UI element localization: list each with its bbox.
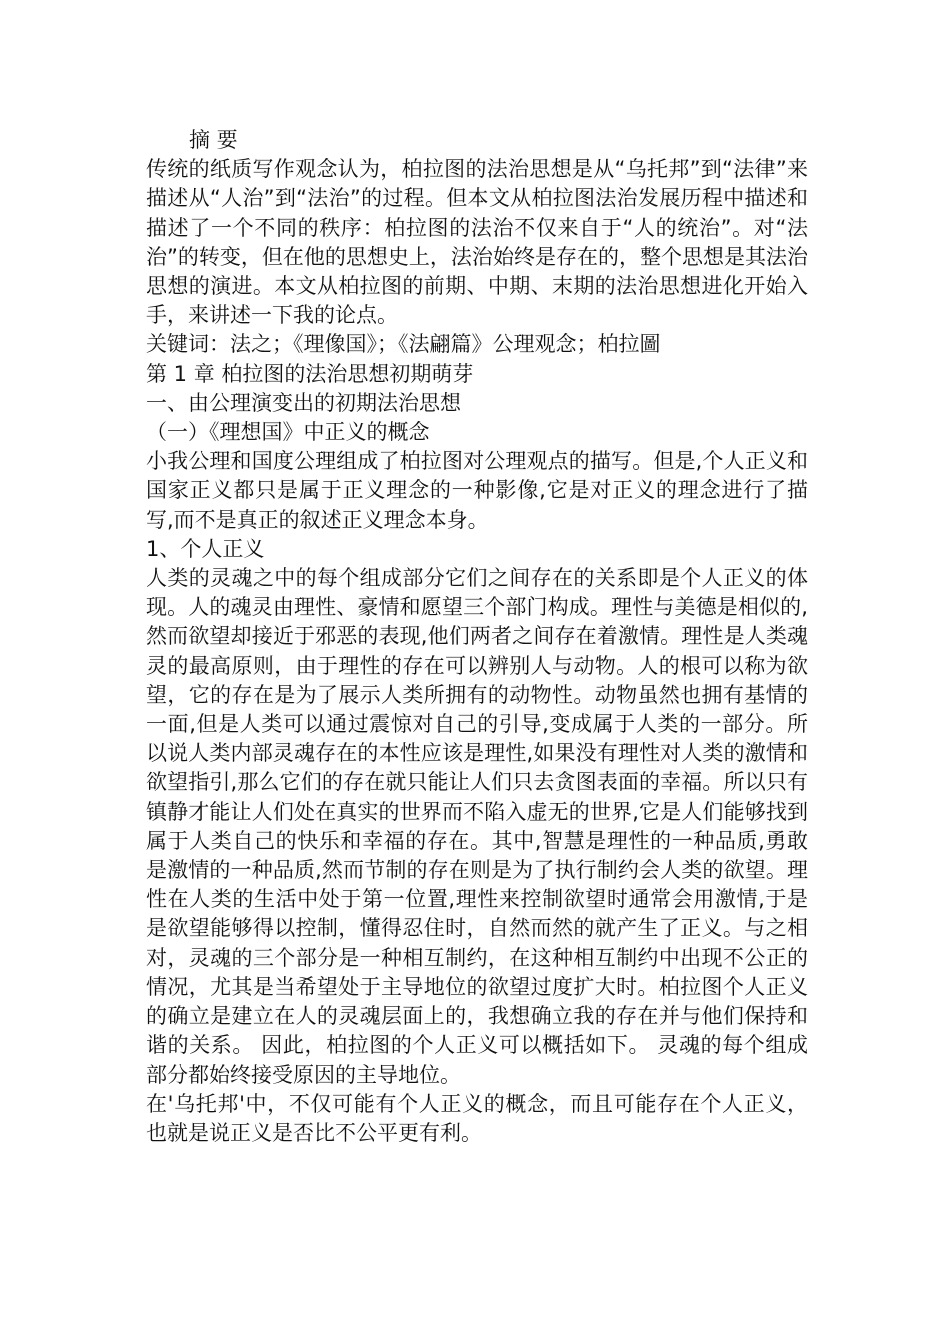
abstract-paragraph: 传统的纸质写作观念认为，柏拉图的法治思想是从“乌托邦”到“法律”来描述从“人治”到“法治”的过程。但本文从柏拉图法治发展历程中描述和描述了一个不同的秩序：柏拉图的法治不仅来自于“人的统治”。对“法治”的转变，但在他的思想史上，法治始终是存在的，整个思想是其法治思想的演进。本文从柏拉图的前期、中期、末期的法治思想进化开始入手，来讲述一下我的论点。: [146, 157, 808, 328]
abstract-title: 摘 要: [189, 128, 238, 152]
body-paragraph-2: 人类的灵魂之中的每个组成部分它们之间存在的关系即是个人正义的体现。人的魂灵由理性、豪情和愿望三个部门构成。理性与美德是相似的,然而欲望却接近于邪恶的表现,他们两者之间存在着激情。理性是人类魂灵的最高原则，由于理性的存在可以辨别人与动物。人的根可以称为欲望，它的存在是为了展示人类所拥有的动物性。动物虽然也拥有基情的一面,但是人类可以通过震惊对自己的引导,变成属于人类的一部分。所以说人类内部灵魂存在的本性应该是理性,如果没有理性对人类的激情和欲望指引,那么它们的存在就只能让人们只去贪图表面的幸福。所以只有镇静才能让人们处在真实的世界而不陷入虚无的世界,它是人们能够找到属于人类自己的快乐和幸福的存在。其中,智慧是理性的一种品质,勇敢是激情的一种品质,然而节制的存在则是为了执行制约会人类的欲望。理性在人类的生活中处于第一位置,理性来控制欲望时通常会用激情,于是是欲望能够得以控制，懂得忍住时，自然而然的就产生了正义。与之相对，灵魂的三个部分是一种相互制约，在这种相互制约中出现不公正的情况，尤其是当希望处于主导地位的欲望过度扩大时。柏拉图个人正义的确立是建立在人的灵魂层面上的，我想确立我的存在并与他们保持和谐的关系。 因此，柏拉图的个人正义可以概括如下。 灵魂的每个组成部分都始终接受原因的主导地位。: [146, 566, 808, 1087]
body-paragraph-3: 在'乌托邦'中，不仅可能有个人正义的概念，而且可能存在个人正义，也就是说正义是否比不公平更有利。: [146, 1091, 808, 1145]
item-heading: 1、个人正义: [146, 536, 265, 561]
keywords-line: 关键词：法之；《理像国》；《法翩篇》公理观念；柏拉圖: [146, 332, 661, 357]
body-paragraph-1: 小我公理和国度公理组成了柏拉图对公理观点的描写。但是,个人正义和国家正义都只是属于正义理念的一种影像,它是对正义的理念进行了描写,而不是真正的叙述正义理念本身。: [146, 449, 808, 532]
section-heading: 一、由公理演变出的初期法治思想: [146, 390, 461, 415]
chapter-heading: 第 1 章 柏拉图的法治思想初期萌芽: [146, 361, 474, 386]
document-body: [146, 126, 808, 1148]
subsection-heading: （一）《理想国》中正义的概念: [146, 420, 430, 445]
